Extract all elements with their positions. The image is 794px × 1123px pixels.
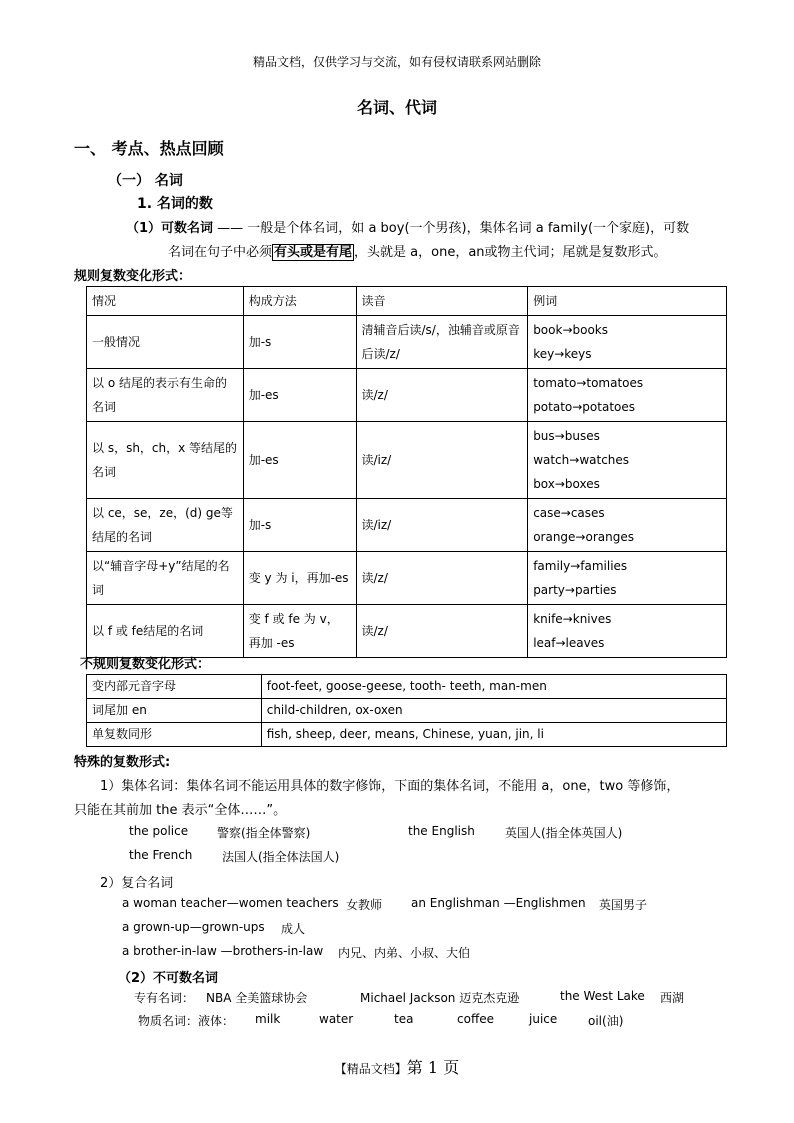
countable-line-2-start: 名词在句子中必须 (168, 245, 273, 260)
material-noun-item: water (319, 1012, 354, 1026)
collective-example-en: the police (129, 824, 189, 838)
table-cell: 加-es (243, 422, 356, 499)
proper-noun-item: the West Lake (560, 989, 645, 1003)
material-noun-item: milk (255, 1012, 281, 1026)
table-cell: 以 s，sh，ch，x 等结尾的名词 (87, 422, 244, 499)
collective-example-zh: 警察(指全体警察) (217, 826, 311, 840)
page-footer (0, 1055, 794, 1078)
compound-label: 2）复合名词 (100, 876, 174, 891)
countable-line-1 (126, 217, 689, 236)
material-noun-item: tea (394, 1012, 414, 1026)
table-cell: child-children, ox-oxen (261, 699, 726, 723)
compound-example-en: an Englishman —Englishmen (411, 896, 586, 910)
collective-line-1: 1）集体名词：集体名词不能运用具体的数字修饰，下面的集体名词，不能用 a，one，two 等修饰， (100, 779, 680, 794)
boxed-phrase: 有头或是有尾 (274, 245, 353, 260)
table-row (87, 699, 727, 723)
table-cell: 清辅音后读/s/，浊辅音或原音后读/z/ (356, 316, 528, 369)
material-noun-item: juice (529, 1012, 558, 1026)
compound-example-en: a woman teacher—women teachers (122, 896, 339, 910)
table-cell: book→books key→keys (528, 316, 727, 369)
material-noun-label: 物质名词：液体： (138, 1014, 235, 1028)
table-cell: case→cases orange→oranges (528, 499, 727, 552)
table-cell: 读/iz/ (356, 499, 528, 552)
table-cell: 词尾加 en (87, 699, 262, 723)
compound-example-en: a brother-in-law —brothers-in-law (122, 944, 324, 958)
collective-example-zh: 法国人(指全体法国人) (222, 850, 340, 864)
collective-example-en: the French (129, 848, 193, 862)
compound-example-zh: 内兄、内弟、小叔、大伯 (338, 946, 471, 960)
table-cell: 读/z/ (356, 605, 528, 658)
compound-example-zh: 成人 (281, 922, 306, 936)
table-header-row (87, 287, 727, 316)
table-cell: bus→buses watch→watches box→boxes (528, 422, 727, 499)
compound-example-en: a grown-up—grown-ups (122, 920, 265, 934)
table-row (87, 552, 727, 605)
table-cell: 读/z/ (356, 369, 528, 422)
table-cell: tomato→tomatoes potato→potatoes (528, 369, 727, 422)
footer-page-prefix: 第 (406, 1058, 423, 1077)
table-row (87, 675, 727, 699)
proper-noun-item: NBA 全美篮球协会 (206, 991, 308, 1005)
header-notice: 精品文档，仅供学习与交流，如有侵权请联系网站删除 (252, 55, 541, 69)
material-noun-item: oil(油) (588, 1014, 624, 1028)
compound-example-zh: 女教师 (346, 898, 383, 912)
table-row (87, 316, 727, 369)
table-cell: 变 f 或 fe 为 v，再加 -es (243, 605, 356, 658)
footer-bracket: 【精品文档】 (334, 1062, 407, 1076)
countable-label: （1）可数名词 (126, 221, 214, 236)
collective-line-2: 只能在其前加 the 表示“全体……”。 (74, 803, 287, 818)
proper-noun-item: 西湖 (660, 991, 685, 1005)
table-cell: 读/z/ (356, 552, 528, 605)
table-cell: 以 o 结尾的表示有生命的名词 (87, 369, 244, 422)
table-cell: knife→knives leaf→leaves (528, 605, 727, 658)
table-cell: 一般情况 (87, 316, 244, 369)
regular-plural-table (86, 286, 727, 658)
table-cell: 变内部元音字母 (87, 675, 262, 699)
table-cell: 读/iz/ (356, 422, 528, 499)
footer-page-number: 1 (427, 1058, 439, 1077)
section-heading-1: 一、 考点、热点回顾 (74, 139, 224, 158)
table-cell: 以“辅音字母+y”结尾的名词 (87, 552, 244, 605)
subsection-heading-nouns: （一） 名词 (108, 173, 183, 189)
regular-plural-label: 规则复数变化形式： (74, 269, 192, 284)
column-header: 例词 (528, 287, 727, 316)
column-header: 构成方法 (243, 287, 356, 316)
column-header: 情况 (87, 287, 244, 316)
table-cell: 加-es (243, 369, 356, 422)
heading-noun-number: 1. 名词的数 (137, 196, 213, 212)
proper-noun-item: Michael Jackson 迈克杰克逊 (360, 991, 520, 1005)
table-row (87, 422, 727, 499)
table-row (87, 369, 727, 422)
material-noun-item: coffee (457, 1012, 494, 1026)
special-plural-label: 特殊的复数形式: (74, 755, 171, 770)
table-row (87, 723, 727, 747)
countable-line-2-end: ，头就是 a，one，an或物主代词；尾就是复数形式。 (354, 245, 667, 260)
document-title: 名词、代词 (356, 98, 437, 117)
table-cell: family→families party→parties (528, 552, 727, 605)
irregular-plural-label: 不规则复数变化形式： (80, 657, 211, 672)
table-cell: fish, sheep, deer, means, Chinese, yuan, jin, li (261, 723, 726, 747)
footer-page-suffix: 页 (443, 1058, 460, 1077)
table-row (87, 605, 727, 658)
table-row (87, 499, 727, 552)
table-cell: foot-feet, goose-geese, tooth- teeth, man-men (261, 675, 726, 699)
uncountable-label: （2）不可数名词 (118, 971, 219, 986)
countable-line-1-text: —— 一般是个体名词，如 a boy(一个男孩)，集体名词 a family(一个家庭)，可数 (213, 221, 690, 236)
countable-line-2 (168, 241, 667, 260)
proper-noun-label: 专有名词： (134, 991, 195, 1005)
irregular-plural-table (86, 674, 727, 747)
table-cell: 加-s (243, 316, 356, 369)
column-header: 读音 (356, 287, 528, 316)
collective-example-zh: 英国人(指全体英国人) (505, 826, 623, 840)
table-cell: 变 y 为 i，再加-es (243, 552, 356, 605)
table-cell: 单复数同形 (87, 723, 262, 747)
table-cell: 加-s (243, 499, 356, 552)
table-cell: 以 f 或 fe结尾的名词 (87, 605, 244, 658)
table-cell: 以 ce，se，ze，(d) ge等结尾的名词 (87, 499, 244, 552)
compound-example-zh: 英国男子 (599, 898, 648, 912)
collective-example-en: the English (408, 824, 475, 838)
